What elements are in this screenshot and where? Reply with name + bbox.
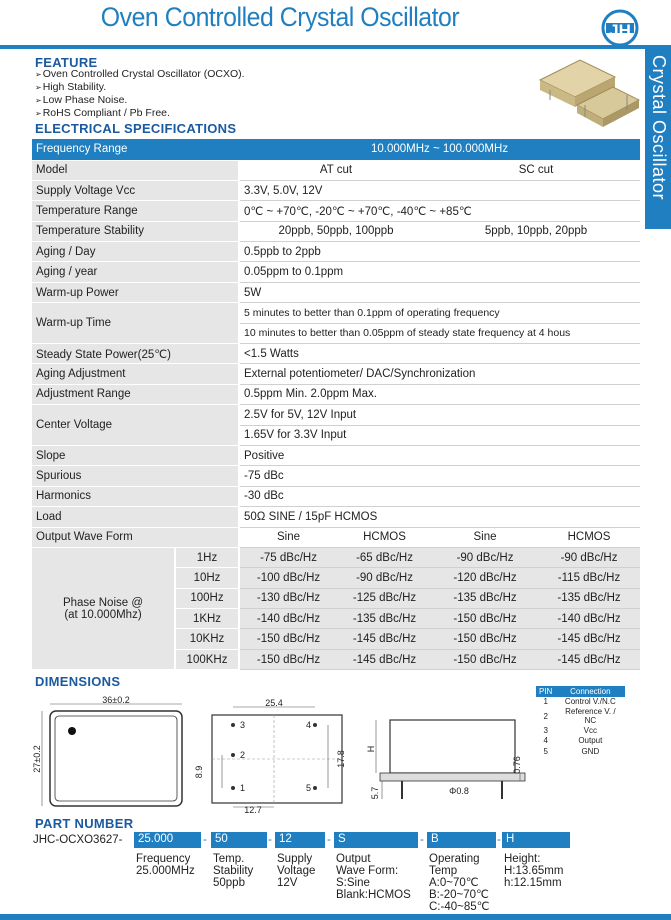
stability-sc: 5ppb, 10ppb, 20ppb bbox=[432, 221, 640, 241]
pn-freq: 1KHz bbox=[175, 609, 239, 629]
specifications-table bbox=[32, 139, 640, 670]
dim-pin-span-y: 17.8 bbox=[336, 750, 346, 768]
wave-sine-at: Sine bbox=[239, 527, 337, 547]
table-row bbox=[32, 466, 640, 486]
pn-value: -115 dBc/Hz bbox=[538, 568, 640, 588]
table-row bbox=[536, 736, 625, 747]
pin-label: 2 bbox=[240, 750, 246, 760]
model-sc: SC cut bbox=[432, 160, 640, 180]
side-tab bbox=[645, 49, 671, 229]
pin-number: 3 bbox=[543, 725, 548, 735]
pn-value: -150 dBc/Hz bbox=[432, 649, 538, 669]
pin-number: 4 bbox=[543, 736, 548, 746]
feature-list bbox=[35, 68, 245, 120]
load-value: 50Ω SINE / 15pF HCMOS bbox=[239, 507, 640, 527]
phase-noise-label bbox=[32, 547, 175, 669]
pin-number: 2 bbox=[543, 711, 548, 721]
pn-dash: - bbox=[203, 834, 207, 846]
pn-desc-frequency: Frequency 25.000MHz bbox=[136, 853, 195, 877]
pn-value: -120 dBc/Hz bbox=[432, 568, 538, 588]
logo-text: JH bbox=[609, 21, 631, 40]
pn-value: -140 dBc/Hz bbox=[239, 609, 337, 629]
pn-freq: 100KHz bbox=[175, 649, 239, 669]
load-label: Load bbox=[32, 507, 239, 527]
wave-hcmos-at: HCMOS bbox=[337, 527, 432, 547]
page-title: Oven Controlled Crystal Oscillator bbox=[100, 2, 460, 32]
adj-range-value: 0.5ppm Min. 2.0ppm Max. bbox=[239, 384, 640, 404]
pn-value: -75 dBc/Hz bbox=[239, 547, 337, 567]
adj-range-label: Adjustment Range bbox=[32, 384, 239, 404]
pn-desc-temp: Operating Temp A:0~70℃ B:-20~70℃ C:-40~85℃ bbox=[429, 853, 490, 913]
dim-pin-half: 12.7 bbox=[244, 805, 262, 815]
table-row bbox=[32, 384, 640, 404]
pn-value: -150 dBc/Hz bbox=[239, 649, 337, 669]
side-tab-label: Crystal Oscillator bbox=[649, 55, 669, 201]
pn-freq: 1Hz bbox=[175, 547, 239, 567]
part-number-lead: JHC-OCXO3627- bbox=[33, 834, 123, 846]
connection-header: Connection bbox=[555, 686, 625, 697]
pn-desc-stability: Temp. Stability 50ppb bbox=[213, 853, 254, 889]
pin-label: 1 bbox=[240, 783, 246, 793]
feature-item: ➢ High Stability. bbox=[35, 81, 245, 94]
table-row bbox=[32, 547, 640, 567]
header-divider bbox=[0, 45, 671, 49]
aging-adj-value: External potentiometer/ DAC/Synchronization bbox=[239, 364, 640, 384]
slope-label: Slope bbox=[32, 445, 239, 465]
pn-value: -150 dBc/Hz bbox=[432, 609, 538, 629]
supply-value: 3.3V, 5.0V, 12V bbox=[239, 180, 640, 200]
pn-dash: - bbox=[327, 834, 331, 846]
spurious-label: Spurious bbox=[32, 466, 239, 486]
table-row bbox=[32, 262, 640, 282]
aging-year-value: 0.05ppm to 0.1ppm bbox=[239, 262, 640, 282]
aging-adj-label: Aging Adjustment bbox=[32, 364, 239, 384]
dim-side-standoff: 0.76 bbox=[512, 756, 522, 774]
pn-value: -145 dBc/Hz bbox=[538, 649, 640, 669]
pn-box-height: H bbox=[502, 832, 570, 848]
pin-label: 3 bbox=[240, 720, 246, 730]
dim-side-height: H bbox=[366, 745, 376, 753]
pin-number: 5 bbox=[543, 746, 548, 756]
wave-label: Output Wave Form bbox=[32, 527, 239, 547]
pin-connection: Control V./N.C bbox=[564, 697, 616, 707]
warm-time-label: Warm-up Time bbox=[32, 303, 239, 344]
table-row bbox=[536, 686, 625, 697]
table-row bbox=[32, 139, 640, 160]
freq-value: 10.000MHz ~ 100.000MHz bbox=[239, 139, 640, 160]
dim-pin-offset: 8.9 bbox=[194, 765, 204, 779]
pn-dash: - bbox=[268, 834, 272, 846]
temp-value: 0℃ ~ +70℃, -20℃ ~ +70℃, -40℃ ~ +85℃ bbox=[239, 201, 640, 221]
aging-year-label: Aging / year bbox=[32, 262, 239, 282]
product-photo bbox=[535, 55, 640, 130]
stability-at: 20ppb, 50ppb, 100ppb bbox=[239, 221, 432, 241]
table-row bbox=[32, 242, 640, 262]
dim-top-width: 36±0.2 bbox=[102, 695, 130, 705]
temp-label: Temperature Range bbox=[32, 201, 239, 221]
pin-header: PIN bbox=[536, 686, 555, 697]
wave-sine-sc: Sine bbox=[432, 527, 538, 547]
dim-top-height: 27±0.2 bbox=[32, 745, 42, 773]
pin-label: 4 bbox=[306, 720, 312, 730]
pn-value: -125 dBc/Hz bbox=[337, 588, 432, 608]
pn-value: -140 dBc/Hz bbox=[538, 609, 640, 629]
phase-noise-label-line: Phase Noise @ bbox=[62, 596, 144, 609]
pn-value: -150 dBc/Hz bbox=[239, 629, 337, 649]
aging-day-value: 0.5ppb to 2ppb bbox=[239, 242, 640, 262]
table-row bbox=[32, 344, 640, 364]
model-label: Model bbox=[32, 160, 239, 180]
center-label: Center Voltage bbox=[32, 405, 239, 446]
pn-desc-height: Height: H:13.65mm h:12.15mm bbox=[504, 853, 564, 889]
table-row bbox=[32, 303, 640, 323]
pin-connection: GND bbox=[581, 746, 600, 756]
pn-value: -90 dBc/Hz bbox=[337, 568, 432, 588]
center-2: 1.65V for 3.3V Input bbox=[239, 425, 640, 445]
warm-time-2: 10 minutes to better than 0.05ppm of steady state frequency at 4 hous bbox=[239, 323, 640, 343]
dim-side-lead: 5.7 bbox=[370, 786, 380, 800]
feature-item: ➢ Low Phase Noise. bbox=[35, 94, 245, 107]
steady-value: <1.5 Watts bbox=[239, 344, 640, 364]
table-row bbox=[32, 527, 640, 547]
pn-box-stability: 50 bbox=[211, 832, 267, 848]
dim-pin-span-x: 25.4 bbox=[265, 698, 283, 708]
pn-value: -135 dBc/Hz bbox=[337, 609, 432, 629]
pn-value: -150 dBc/Hz bbox=[432, 629, 538, 649]
table-row bbox=[536, 697, 625, 708]
pn-value: -90 dBc/Hz bbox=[432, 547, 538, 567]
table-row bbox=[32, 445, 640, 465]
pn-value: -90 dBc/Hz bbox=[538, 547, 640, 567]
pin-label: 5 bbox=[306, 783, 312, 793]
pn-freq: 10Hz bbox=[175, 568, 239, 588]
pn-box-temp: B bbox=[427, 832, 496, 848]
electrical-heading: ELECTRICAL SPECIFICATIONS bbox=[35, 121, 237, 136]
dimensions-heading: DIMENSIONS bbox=[35, 674, 121, 689]
pin-connection: Reference V. / NC bbox=[565, 707, 616, 725]
pin-connection: Vcc bbox=[583, 725, 598, 735]
footer-divider bbox=[0, 914, 671, 920]
dim-side-pin-dia: Φ0.8 bbox=[449, 786, 469, 796]
warm-power-value: 5W bbox=[239, 282, 640, 302]
pn-desc-output: Output Wave Form: S:Sine Blank:HCMOS bbox=[336, 853, 411, 901]
pn-desc-voltage: Supply Voltage 12V bbox=[277, 853, 316, 889]
pin-number: 1 bbox=[543, 697, 548, 707]
part-number-heading: PART NUMBER bbox=[35, 816, 134, 831]
freq-label: Frequency Range bbox=[32, 139, 239, 160]
model-at: AT cut bbox=[239, 160, 432, 180]
pn-dash: - bbox=[497, 834, 501, 846]
supply-label: Supply Voltage Vcc bbox=[32, 180, 239, 200]
brand-logo bbox=[601, 9, 639, 47]
table-row bbox=[32, 221, 640, 241]
table-row bbox=[32, 180, 640, 200]
pn-freq: 10KHz bbox=[175, 629, 239, 649]
harmonics-label: Harmonics bbox=[32, 486, 239, 506]
pn-box-voltage: 12 bbox=[275, 832, 325, 848]
pn-value: -145 dBc/Hz bbox=[337, 629, 432, 649]
pn-box-frequency: 25.000 bbox=[134, 832, 201, 848]
slope-value: Positive bbox=[239, 445, 640, 465]
feature-item: ➢ RoHS Compliant / Pb Free. bbox=[35, 107, 245, 120]
harmonics-value: -30 dBc bbox=[239, 486, 640, 506]
pn-value: -145 dBc/Hz bbox=[538, 629, 640, 649]
stability-label: Temperature Stability bbox=[32, 221, 239, 241]
phase-noise-label-line: (at 10.000Mhz) bbox=[64, 608, 142, 621]
feature-heading: FEATURE bbox=[35, 55, 98, 70]
table-row bbox=[536, 746, 625, 757]
table-row bbox=[536, 725, 625, 736]
pn-value: -145 dBc/Hz bbox=[337, 649, 432, 669]
pn-value: -130 dBc/Hz bbox=[239, 588, 337, 608]
table-row bbox=[536, 707, 625, 725]
table-row bbox=[32, 201, 640, 221]
table-row bbox=[32, 364, 640, 384]
pn-value: -100 dBc/Hz bbox=[239, 568, 337, 588]
table-row bbox=[32, 405, 640, 425]
warm-time-1: 5 minutes to better than 0.1ppm of operating frequency bbox=[239, 303, 640, 323]
pn-dash: - bbox=[420, 834, 424, 846]
pn-value: -135 dBc/Hz bbox=[538, 588, 640, 608]
pn-freq: 100Hz bbox=[175, 588, 239, 608]
warm-power-label: Warm-up Power bbox=[32, 282, 239, 302]
table-row bbox=[32, 507, 640, 527]
center-1: 2.5V for 5V, 12V Input bbox=[239, 405, 640, 425]
wave-hcmos-sc: HCMOS bbox=[538, 527, 640, 547]
feature-item: ➢ Oven Controlled Crystal Oscillator (OCXO). bbox=[35, 68, 245, 81]
steady-label: Steady State Power(25℃) bbox=[32, 344, 239, 364]
table-row bbox=[32, 282, 640, 302]
pn-value: -135 dBc/Hz bbox=[432, 588, 538, 608]
pin-table bbox=[536, 686, 625, 757]
pin-connection: Output bbox=[578, 736, 603, 746]
spurious-value: -75 dBc bbox=[239, 466, 640, 486]
pn-value: -65 dBc/Hz bbox=[337, 547, 432, 567]
aging-day-label: Aging / Day bbox=[32, 242, 239, 262]
table-row bbox=[32, 486, 640, 506]
table-row bbox=[32, 160, 640, 180]
pn-box-output: S bbox=[334, 832, 418, 848]
